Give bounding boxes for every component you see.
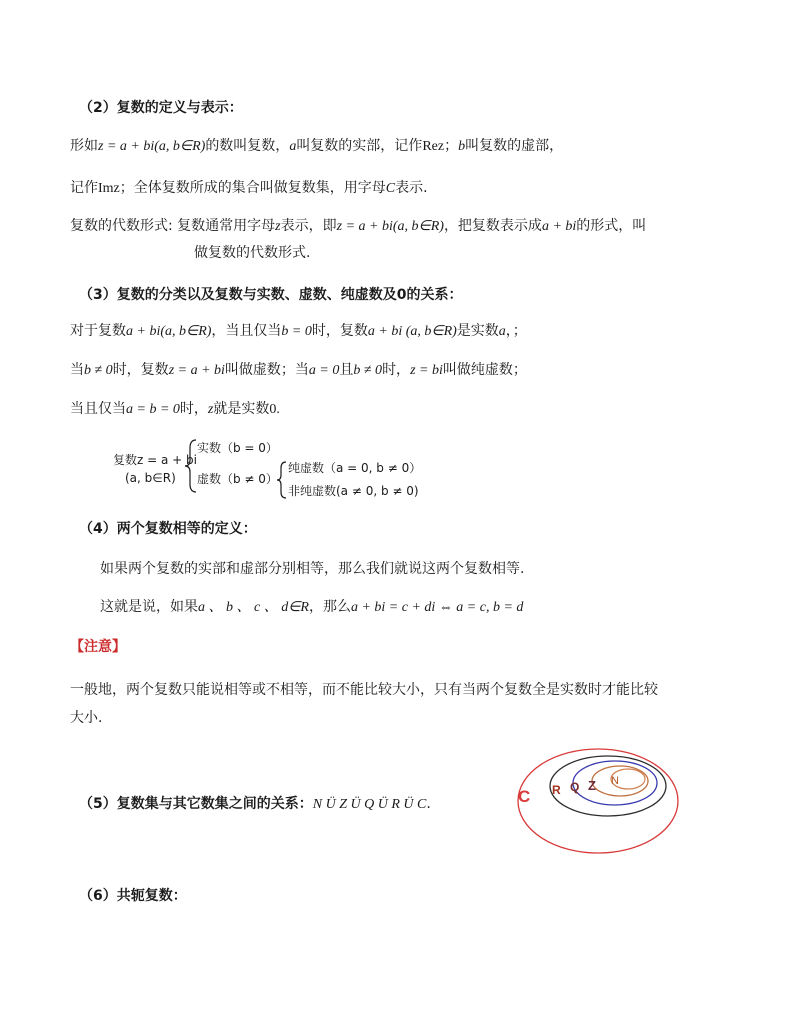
- algebraic-form-line-1: [70, 216, 646, 237]
- section-3-heading: （3）复数的分类以及复数与实数、虚数、纯虚数及0的关系：: [79, 287, 463, 303]
- text: ，那么: [308, 599, 351, 615]
- text: 且: [339, 362, 354, 378]
- text: 叫复数的虚部，: [465, 138, 564, 154]
- tree-real: 实数（b = 0）: [197, 441, 278, 455]
- text: 当: [70, 362, 84, 378]
- text: 复数的代数形式: 复数通常用字母: [70, 218, 276, 234]
- math-expression: z = a + bi(a, b∈R): [336, 219, 444, 234]
- text: 叫做虚数；当: [224, 362, 309, 378]
- math-expression: a + bi (a, b∈R): [367, 324, 457, 339]
- definition-line-1: [70, 136, 563, 157]
- text: 时，: [179, 401, 208, 417]
- text: 对于复数: [70, 323, 126, 339]
- algebraic-form-line-2: 做复数的代数形式.: [194, 245, 311, 261]
- section-5-heading: （5）复数集与其它数集之间的关系：: [79, 796, 313, 812]
- math-expression: a = 0: [308, 363, 340, 378]
- math-expression: a = b = 0: [126, 402, 180, 417]
- equality-condition: [100, 597, 523, 618]
- venn-label-q: Q: [570, 780, 580, 794]
- text: 表示.: [395, 180, 428, 196]
- math-var: z: [207, 402, 214, 417]
- text: .: [426, 796, 431, 812]
- tree-imaginary: 虚数（b ≠ 0）: [197, 472, 278, 486]
- number-sets-venn-diagram: [510, 746, 690, 858]
- classification-line-3: [70, 399, 280, 420]
- math-expression: b = 0: [281, 324, 312, 339]
- text: 叫复数的实部，记作: [296, 138, 423, 154]
- math-var: a: [289, 139, 297, 154]
- note-text-line-1: 一般地，两个复数只能说相等或不相等，而不能比较大小，只有当两个复数全是实数时才能比较: [70, 682, 658, 698]
- tree-pure-imaginary: 纯虚数（a = 0, b ≠ 0）: [288, 461, 422, 475]
- math-expression: a + bi: [541, 219, 577, 234]
- text: 形如: [70, 138, 98, 154]
- text: 表示，即: [280, 218, 337, 234]
- text: ，把复数表示成: [443, 218, 542, 234]
- text: 的数叫复数，: [205, 138, 290, 154]
- math-expression: a 、 b 、 c 、 d∈R: [198, 600, 309, 615]
- definition-line-2: [70, 178, 428, 199]
- tree-non-pure-imaginary: 非纯虚数(a ≠ 0, b ≠ 0): [288, 484, 419, 498]
- math-expression: b ≠ 0: [84, 363, 113, 378]
- text: 记作: [70, 180, 98, 196]
- math-re: Rez: [422, 139, 445, 154]
- section-6-heading: （6）共轭复数：: [79, 888, 187, 904]
- left-brace-icon: [276, 460, 288, 500]
- venn-label-r: R: [552, 783, 561, 797]
- text: ；全体复数所成的集合叫做复数集，用字母: [119, 180, 386, 196]
- math-im: Imz: [98, 181, 120, 196]
- math-expression: z = a + bi(a, b∈R): [98, 139, 206, 154]
- set-r-ellipse: [550, 756, 666, 816]
- note-label: 【注意】: [70, 639, 126, 655]
- tree-root-domain: (a, b∈R): [125, 471, 176, 485]
- text: 这就是说，如果: [100, 599, 198, 615]
- text: ；: [444, 138, 459, 154]
- math-expression: z = a + bi: [168, 363, 225, 378]
- math-zero: 0.: [269, 402, 280, 417]
- math-expression: z = bi: [410, 363, 443, 378]
- set-c-ellipse: [518, 749, 678, 853]
- math-expression: b ≠ 0: [353, 363, 383, 378]
- classification-line-1: [70, 321, 527, 342]
- equality-definition: 如果两个复数的实部和虚部分别相等，那么我们就说这两个复数相等.: [100, 561, 525, 577]
- text: ，当且仅当: [211, 323, 282, 339]
- text: 是实数: [456, 323, 499, 339]
- math-var: C: [385, 181, 396, 196]
- venn-label-z: Z: [588, 778, 596, 793]
- note-text-line-2: 大小.: [70, 710, 103, 726]
- set-chain: N Ü Z Ü Q Ü R Ü C: [312, 797, 427, 812]
- left-brace-icon: [184, 438, 198, 494]
- math-expression: a + bi(a, b∈R): [126, 324, 212, 339]
- text: 当且仅当: [70, 401, 126, 417]
- venn-label-n: N: [611, 775, 619, 787]
- tree-root-label: 复数z = a + bi: [113, 453, 197, 467]
- classification-line-2: [70, 360, 527, 381]
- text: 时，复数: [112, 362, 169, 378]
- text: 叫做纯虚数；: [442, 362, 527, 378]
- math-var: a: [498, 324, 506, 339]
- section-4-heading: （4）两个复数相等的定义：: [79, 521, 257, 537]
- text: 时，: [382, 362, 411, 378]
- math-var: z: [275, 219, 281, 234]
- text: ，；: [505, 323, 527, 339]
- text: 的形式，叫: [576, 218, 647, 234]
- math-expression: a + bi = c + di ⇔ a = c, b = d: [350, 600, 524, 615]
- venn-label-c: C: [518, 787, 531, 806]
- text: 时，复数: [311, 323, 368, 339]
- section-5-line: [79, 794, 431, 815]
- math-var: b: [458, 139, 466, 154]
- section-2-heading: （2）复数的定义与表示：: [79, 100, 243, 116]
- text: 就是实数: [213, 401, 270, 417]
